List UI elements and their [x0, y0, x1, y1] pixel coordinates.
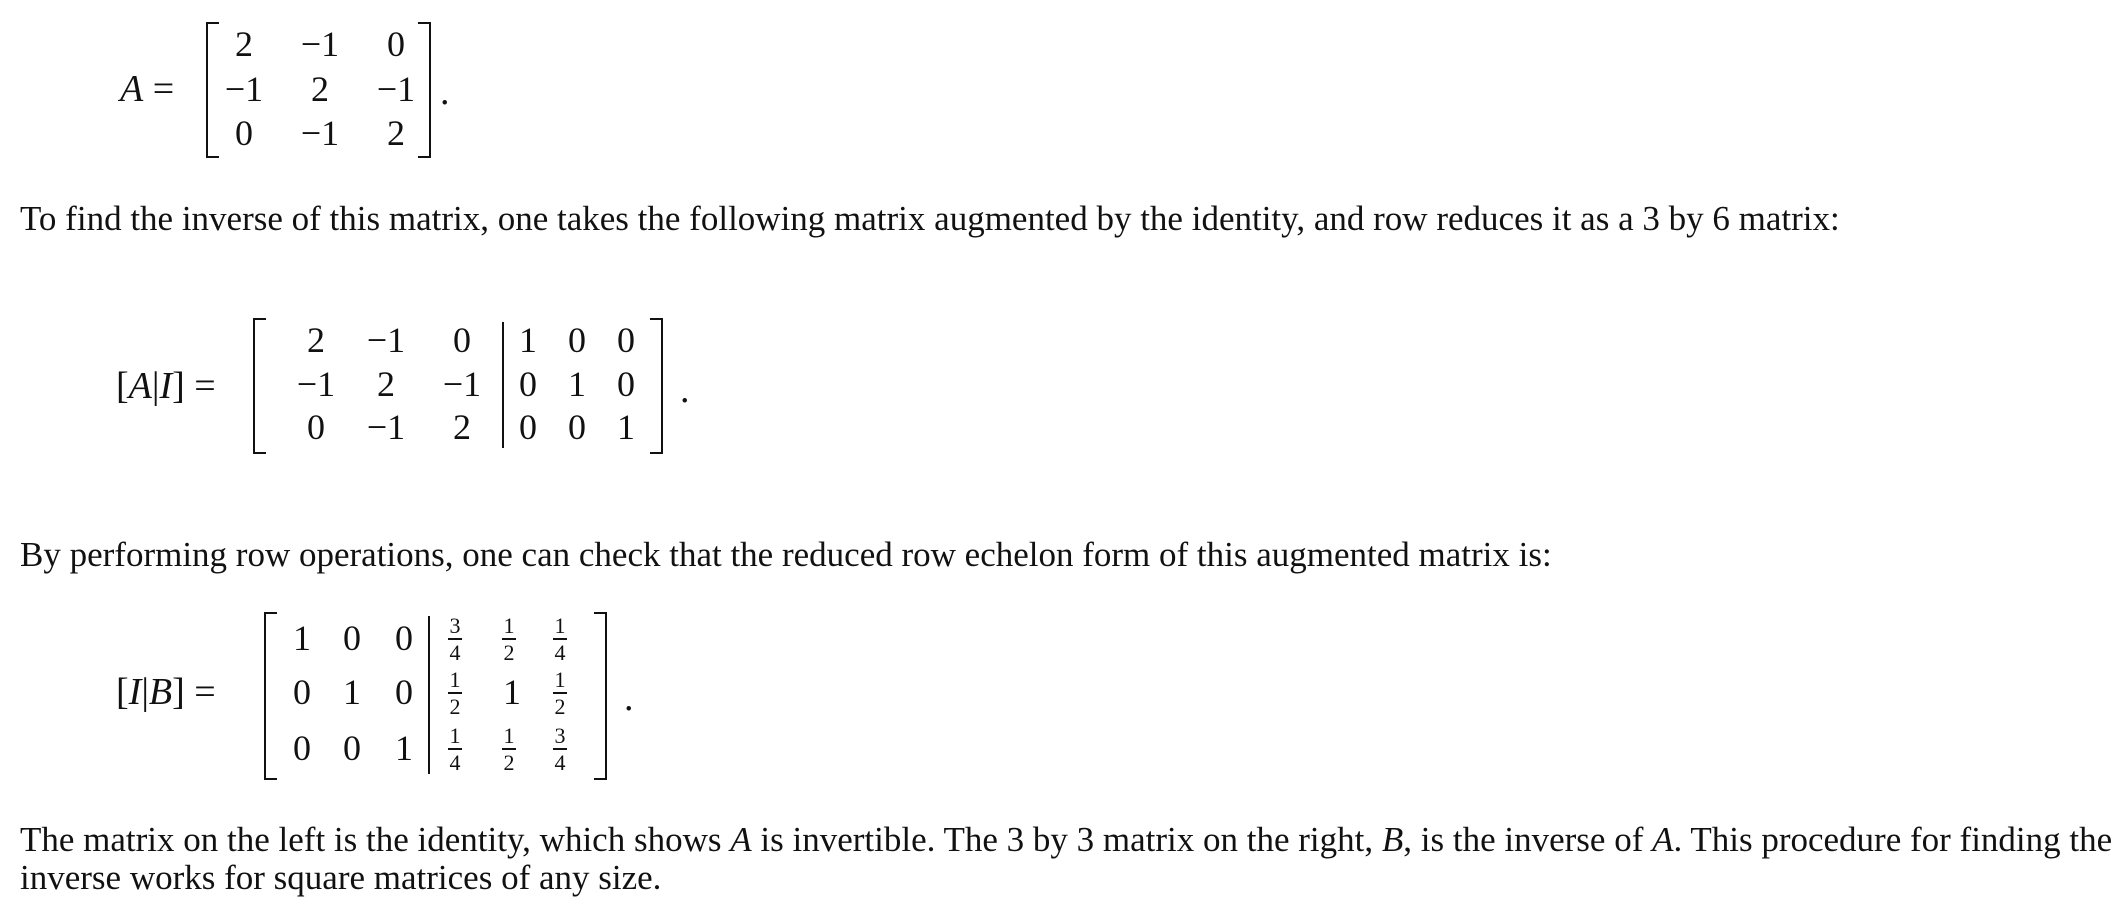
matrix-a-label: A = [120, 68, 175, 110]
para3-var-a: A [730, 820, 752, 859]
fraction-denominator: 4 [554, 640, 566, 665]
matrix-ai-left-bracket [253, 318, 266, 454]
matrix-a-entry: −1 [300, 113, 340, 153]
matrix-ib-inverse-entry-fraction [553, 614, 567, 664]
matrix-ib-identity-entry: 0 [395, 618, 413, 658]
fraction-denominator: 2 [554, 694, 566, 719]
matrix-ib-identity-entry: 0 [395, 672, 413, 712]
matrix-ib-identity-entry: 0 [293, 728, 311, 768]
paragraph-1: To find the inverse of this matrix, one takes the following matrix augmented by the identity, and row reduces it as a 3 by 6 matrix: [20, 199, 1840, 238]
matrix-ib-identity-entry: 1 [395, 728, 413, 768]
matrix-ib-right-bracket [594, 612, 607, 780]
matrix-ai-entry: 2 [307, 320, 325, 360]
matrix-ai-entry: 0 [617, 364, 635, 404]
matrix-ib-inverse-entry-fraction [502, 614, 516, 664]
matrix-ib-inverse-entry-fraction [553, 668, 567, 718]
fraction-denominator: 2 [449, 694, 461, 719]
paragraph-3-line-1 [20, 821, 2112, 859]
matrix-ai-entry: 0 [568, 407, 586, 447]
matrix-a-entry: 0 [235, 113, 253, 153]
para3-text-4: . This procedure for finding the [1673, 820, 2112, 859]
matrix-ib-inverse-entry-fraction [553, 724, 567, 774]
para3-text-1: The matrix on the left is the identity, which shows [20, 820, 731, 859]
fraction-numerator: 3 [449, 613, 461, 638]
matrix-a-entry: −1 [300, 24, 340, 64]
matrix-ai-entry: −1 [442, 364, 482, 404]
matrix-ib-period: . [624, 677, 634, 719]
matrix-ib-identity-entry: 0 [293, 672, 311, 712]
fraction-numerator: 3 [554, 723, 566, 748]
paragraph-3-line-2: inverse works for square matrices of any size. [20, 858, 662, 897]
fraction-numerator: 1 [503, 613, 515, 638]
matrix-ai-entry: 0 [519, 364, 537, 404]
matrix-ai-entry: 2 [377, 364, 395, 404]
matrix-a-entry: 2 [235, 24, 253, 64]
matrix-ai-entry: 2 [453, 407, 471, 447]
matrix-ai-entry: 1 [617, 407, 635, 447]
matrix-ib-inverse-entry: 1 [503, 672, 521, 712]
matrix-a-entry: 2 [311, 69, 329, 109]
para3-text-2: is invertible. The 3 by 3 matrix on the right, [751, 820, 1382, 859]
para3-var-a-2: A [1652, 820, 1674, 859]
matrix-a-entry: 2 [387, 113, 405, 153]
fraction-denominator: 4 [449, 640, 461, 665]
matrix-a-entry: −1 [224, 69, 264, 109]
matrix-ai-label: [A|I] = [116, 365, 216, 407]
matrix-ib-identity-entry: 1 [343, 672, 361, 712]
matrix-ib-identity-entry: 0 [343, 618, 361, 658]
fraction-numerator: 1 [449, 723, 461, 748]
fraction-denominator: 4 [449, 750, 461, 775]
fraction-numerator: 1 [449, 667, 461, 692]
matrix-ai-entry: −1 [296, 364, 336, 404]
matrix-ai-entry: 0 [617, 320, 635, 360]
matrix-ib-label: [I|B] = [116, 671, 216, 713]
matrix-ai-period: . [680, 369, 690, 411]
matrix-ib-inverse-entry-fraction [502, 724, 516, 774]
matrix-ib-identity-entry: 1 [293, 618, 311, 658]
fraction-denominator: 2 [503, 640, 515, 665]
para3-var-b: B [1381, 820, 1404, 859]
fraction-numerator: 1 [554, 667, 566, 692]
matrix-ib-identity-entry: 0 [343, 728, 361, 768]
matrix-ai-entry: 0 [568, 320, 586, 360]
para3-text-3: , is the inverse of [1403, 820, 1653, 859]
matrix-ai-entry: 1 [568, 364, 586, 404]
matrix-ib-inverse-entry-fraction [448, 668, 462, 718]
matrix-ib-inverse-entry-fraction [448, 724, 462, 774]
matrix-ai-entry: 0 [307, 407, 325, 447]
matrix-ai-entry: 1 [519, 320, 537, 360]
fraction-numerator: 1 [554, 613, 566, 638]
matrix-a-entry: −1 [376, 69, 416, 109]
matrix-ai-entry: −1 [366, 320, 406, 360]
fraction-numerator: 1 [503, 723, 515, 748]
matrix-ai-entry: −1 [366, 407, 406, 447]
paragraph-2: By performing row operations, one can check that the reduced row echelon form of this augmented matrix is: [20, 535, 1552, 574]
matrix-ai-entry: 0 [519, 407, 537, 447]
matrix-a-period: . [440, 71, 450, 113]
matrix-ib-inverse-entry-fraction [448, 614, 462, 664]
fraction-denominator: 2 [503, 750, 515, 775]
matrix-ai-entry: 0 [453, 320, 471, 360]
matrix-a-entry: 0 [387, 24, 405, 64]
fraction-denominator: 4 [554, 750, 566, 775]
